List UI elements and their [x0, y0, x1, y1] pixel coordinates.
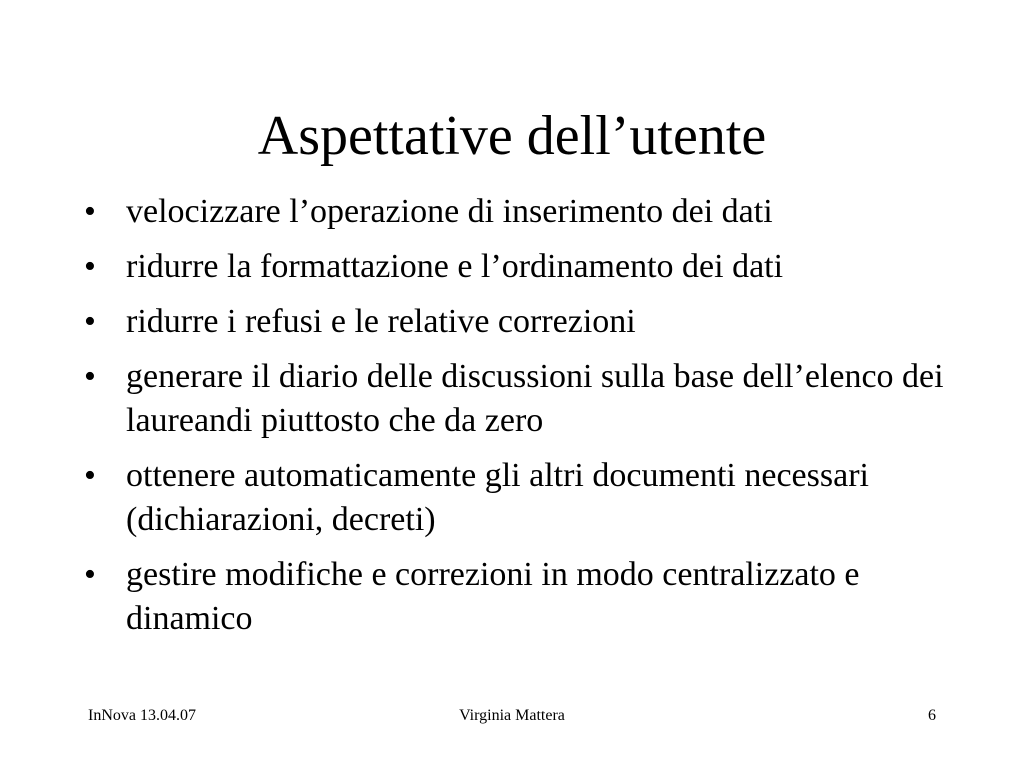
- bullet-text: ridurre i refusi e le relative correzioni: [126, 303, 636, 340]
- bullet-text: generare il diario delle discussioni sulla base dell’elenco dei laureandi piuttosto che da zero: [126, 358, 944, 439]
- bullet-icon: •: [84, 556, 96, 593]
- bullet-icon: •: [84, 193, 96, 230]
- bullet-text: ottenere automaticamente gli altri documenti necessari (dichiarazioni, decreti): [126, 457, 869, 538]
- bullet-text: gestire modifiche e correzioni in modo centralizzato e dinamico: [126, 556, 860, 637]
- bullet-list: [84, 190, 984, 652]
- bullet-icon: •: [84, 457, 96, 494]
- bullet-icon: •: [84, 303, 96, 340]
- footer-author: Virginia Mattera: [459, 707, 565, 724]
- bullet-icon: •: [84, 248, 96, 285]
- footer-date: InNova 13.04.07: [88, 707, 196, 724]
- bullet-text: velocizzare l’operazione di inserimento dei dati: [126, 193, 773, 230]
- slide-title: Aspettative dell’utente: [257, 105, 767, 167]
- bullet-item: [84, 553, 984, 641]
- bullet-text: ridurre la formattazione e l’ordinamento dei dati: [126, 248, 784, 285]
- bullet-item: [84, 300, 984, 344]
- bullet-item: [84, 454, 984, 542]
- bullet-icon: •: [84, 358, 96, 395]
- bullet-item: [84, 190, 984, 234]
- slide-number: 6: [928, 707, 936, 724]
- bullet-item: [84, 245, 984, 289]
- bullet-item: [84, 355, 984, 443]
